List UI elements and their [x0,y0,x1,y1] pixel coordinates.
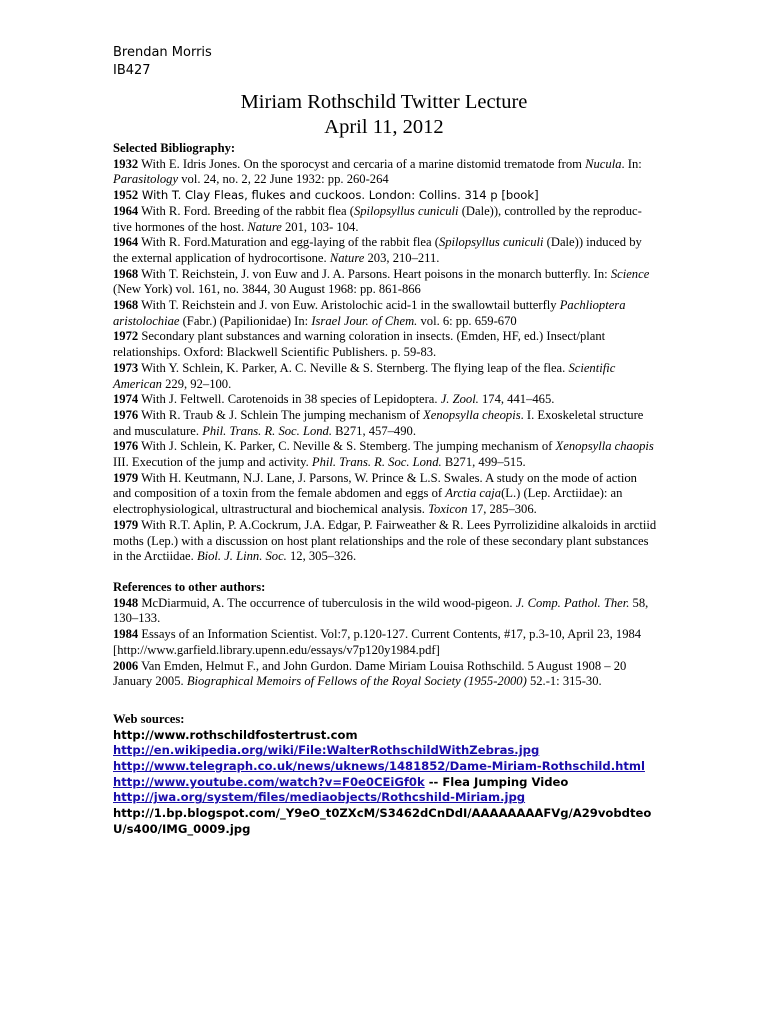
entry-year: 1964 [113,203,139,218]
entry-year: 1968 [113,266,139,281]
entry-text: . I. Exoskeletal structure and musculature. [113,407,644,438]
entry-year: 1976 [113,439,139,454]
bibliography-entry [113,329,658,360]
bibliography-entry [113,439,658,470]
web-source-link[interactable]: http://jwa.org/system/files/mediaobjects/Rothcshild-Miriam.jpg [113,790,526,805]
entry-text: With R. Ford.Maturation and egg-laying of the rabbit flea ( [138,235,439,250]
entry-italic-text: Nature [247,219,282,234]
entry-text: With R. Ford. Breeding of the rabbit flea ( [138,203,354,218]
entry-text: (Fabr.) (Papilionidae) In: [179,313,312,328]
entry-year: 1968 [113,298,139,313]
entry-italic-text: Nature [329,250,365,265]
reference-entry [113,596,658,627]
entry-text: 201, 103- 104. [281,219,359,234]
entry-text: B271, 499–515. [441,455,526,470]
web-sources-heading: Web sources: [113,711,185,726]
entry-italic-text: Scientific American [113,360,616,391]
entry-text: With E. Idris Jones. On the sporocyst and cercaria of a marine distomid trematode from [138,156,586,171]
entry-text: (Dale)) induced by the external application of hydrocortisone. [113,235,642,265]
entry-italic-text: Arctia caja [445,486,502,501]
entry-year: 1974 [113,392,139,407]
entry-text: (New York) vol. 161, no. 3844, 30 August 1968: pp. 861-866 [113,282,421,297]
entry-text: B271, 457–490. [332,423,416,438]
entry-text: vol. 24, no. 2, 22 June 1932: pp. 260-264 [178,172,389,187]
entry-italic-text: Spilopsyllus cuniculi [438,235,544,250]
entry-year: 1948 [113,595,139,610]
entry-italic-text: J. Comp. Pathol. Ther. [515,595,630,610]
bibliography-list [113,157,658,565]
web-source-item [113,743,658,759]
entry-text: With T. Clay Fleas, flukes and cuckoos. London: Collins. 314 p [book] [138,188,539,203]
web-source-url: http://www.rothschildfostertrust.com [113,727,358,742]
entry-italic-text: Biol. J. Linn. Soc. [196,549,287,564]
entry-italic-text: Toxicon [428,502,468,517]
entry-italic-text: Spilopsyllus cuniculi [353,203,459,218]
bibliography-entry [113,392,658,408]
entry-text: With Y. Schlein, K. Parker, A. C. Neville & S. Sternberg. The flying leap of the flea. [138,360,569,375]
web-source-item [113,775,658,791]
entry-italic-text: Xenopsylla chaopis [555,439,654,454]
references-heading: References to other authors: [113,579,266,594]
references-list [113,596,658,690]
entry-italic-text: Xenopsylla cheopis [423,407,521,422]
entry-year: 2006 [113,658,139,673]
entry-italic-text: Phil. Trans. R. Soc. Lond. [311,455,442,470]
entry-text: III. Execution of the jump and activity. [113,455,312,470]
entry-italic-text: Pachlioptera aristolochiae [113,298,626,328]
document-title [0,90,768,140]
entry-text: vol. 6: pp. 659-670 [417,313,517,328]
entry-text: Essays of an Information Scientist. Vol:7, p.120-127. Current Contents, #17, p.3-10, April 23, 1984 [http://www.garfield.library.upenn.edu/essays/v7p120y1984.pdf] [113,627,642,657]
entry-text: 174, 441–465. [478,392,555,407]
entry-italic-text: Israel Jour. of Chem. [311,313,418,328]
entry-text: With J. Feltwell. Carotenoids in 38 species of Lepidoptera. [138,392,441,407]
bibliography-entry [113,518,658,565]
entry-year: 1973 [113,360,139,375]
bibliography-heading: Selected Bibliography: [113,141,236,155]
entry-italic-text: Nucula [585,156,622,171]
web-source-link[interactable]: http://www.youtube.com/watch?v=F0e0CEiGf0k [113,774,425,789]
bibliography-entry [113,471,658,518]
web-source-url: http://1.bp.blogspot.com/_Y9eO_t0ZXcM/S3462dCnDdI/AAAAAAAAFVg/A29vobdteoU/s400/IMG_0009.jpg [113,806,652,836]
bibliography-entry [113,267,658,298]
title-line-2: April 11, 2012 [324,116,444,138]
entry-italic-text: Parasitology [113,172,179,187]
entry-italic-text: Science [610,266,650,281]
entry-text: McDiarmuid, A. The occurrence of tuberculosis in the wild wood-pigeon. [138,595,516,610]
header-block [113,44,212,80]
title-line-1: Miriam Rothschild Twitter Lecture [240,91,528,113]
entry-text: (L.) (Lep. Arctiidae): an electrophysiological, ultrastructural and biochemical analysis. [113,486,623,517]
entry-text: Van Emden, Helmut F., and John Gurdon. Dame Miriam Louisa Rothschild. 5 August 1908 – 20 January 2005. [113,658,627,689]
entry-text: 52.-1: 315-30. [526,674,602,689]
entry-italic-text: J. Zool. [440,392,479,407]
entry-text: With J. Schlein, K. Parker, C. Neville & S. Stemberg. The jumping mechanism of [138,439,556,454]
entry-text: . In: [621,156,642,171]
course-code: IB427 [113,63,151,78]
bibliography-entry [113,188,658,204]
entry-year: 1972 [113,329,139,344]
web-source-caption: -- Flea Jumping Video [424,774,569,789]
entry-italic-text: Phil. Trans. R. Soc. Lond. [202,423,332,438]
entry-year: 1979 [113,470,139,485]
entry-year: 1984 [113,627,139,642]
web-source-item [113,759,658,775]
entry-text: 17, 285–306. [467,502,537,517]
entry-year: 1976 [113,407,139,422]
reference-entry [113,659,658,690]
web-source-item [113,790,658,806]
entry-text: With T. Reichstein and J. von Euw. Aristolochic acid-1 in the swallowtail butterfly [138,298,560,313]
entry-text: 203, 210–211. [364,250,440,265]
bibliography-entry [113,235,658,266]
author-name: Brendan Morris [113,45,212,60]
entry-italic-text: Biographical Memoirs of Fellows of the Royal Society (1955-2000) [186,674,527,689]
entry-text: (Dale)), controlled by the reproduc-tive hormones of the host. [113,203,642,234]
web-sources-list [113,728,658,838]
bibliography-entry [113,157,658,188]
entry-text: 58, 130–133. [113,595,649,626]
entry-year: 1964 [113,235,139,250]
entry-text: With R. Traub & J. Schlein The jumping mechanism of [138,407,424,422]
web-source-link[interactable]: http://www.telegraph.co.uk/news/uknews/1481852/Dame-Miriam-Rothschild.html [113,759,645,774]
entry-year: 1932 [113,156,139,171]
web-source-link[interactable]: http://en.wikipedia.org/wiki/File:WalterRothschildWithZebras.jpg [113,743,540,758]
entry-year: 1979 [113,517,139,532]
web-source-item [113,806,658,837]
entry-year: 1952 [113,188,139,203]
bibliography-entry [113,408,658,439]
bibliography-entry [113,361,658,392]
entry-text: 12, 305–326. [286,549,357,564]
entry-text: With H. Keutmann, N.J. Lane, J. Parsons, W. Prince & L.S. Swales. A study on the mode of action and composition of a toxin from the female abdomen and eggs of [113,470,637,501]
entry-text: 229, 92–100. [161,376,232,391]
bibliography-entry [113,204,658,235]
reference-entry [113,627,658,658]
entry-text: With T. Reichstein, J. von Euw and J. A. Parsons. Heart poisons in the monarch butterfly. In: [138,266,611,281]
bibliography-entry [113,298,658,329]
entry-text: Secondary plant substances and warning coloration in insects. (Emden, HF, ed.) Insect/plant relationships. Oxford: Blackwell Scientific Publishers. p. 59-83. [113,329,606,360]
web-source-item [113,728,658,744]
document-body [113,141,658,838]
entry-text: With R.T. Aplin, P. A.Cockrum, J.A. Edgar, P. Fairweather & R. Lees Pyrrolizidine alkaloids in arctiid moths (Lep.) with a discussion on host plant relationships and the role of these secondary plant substances in the Arctiidae. [113,517,657,564]
